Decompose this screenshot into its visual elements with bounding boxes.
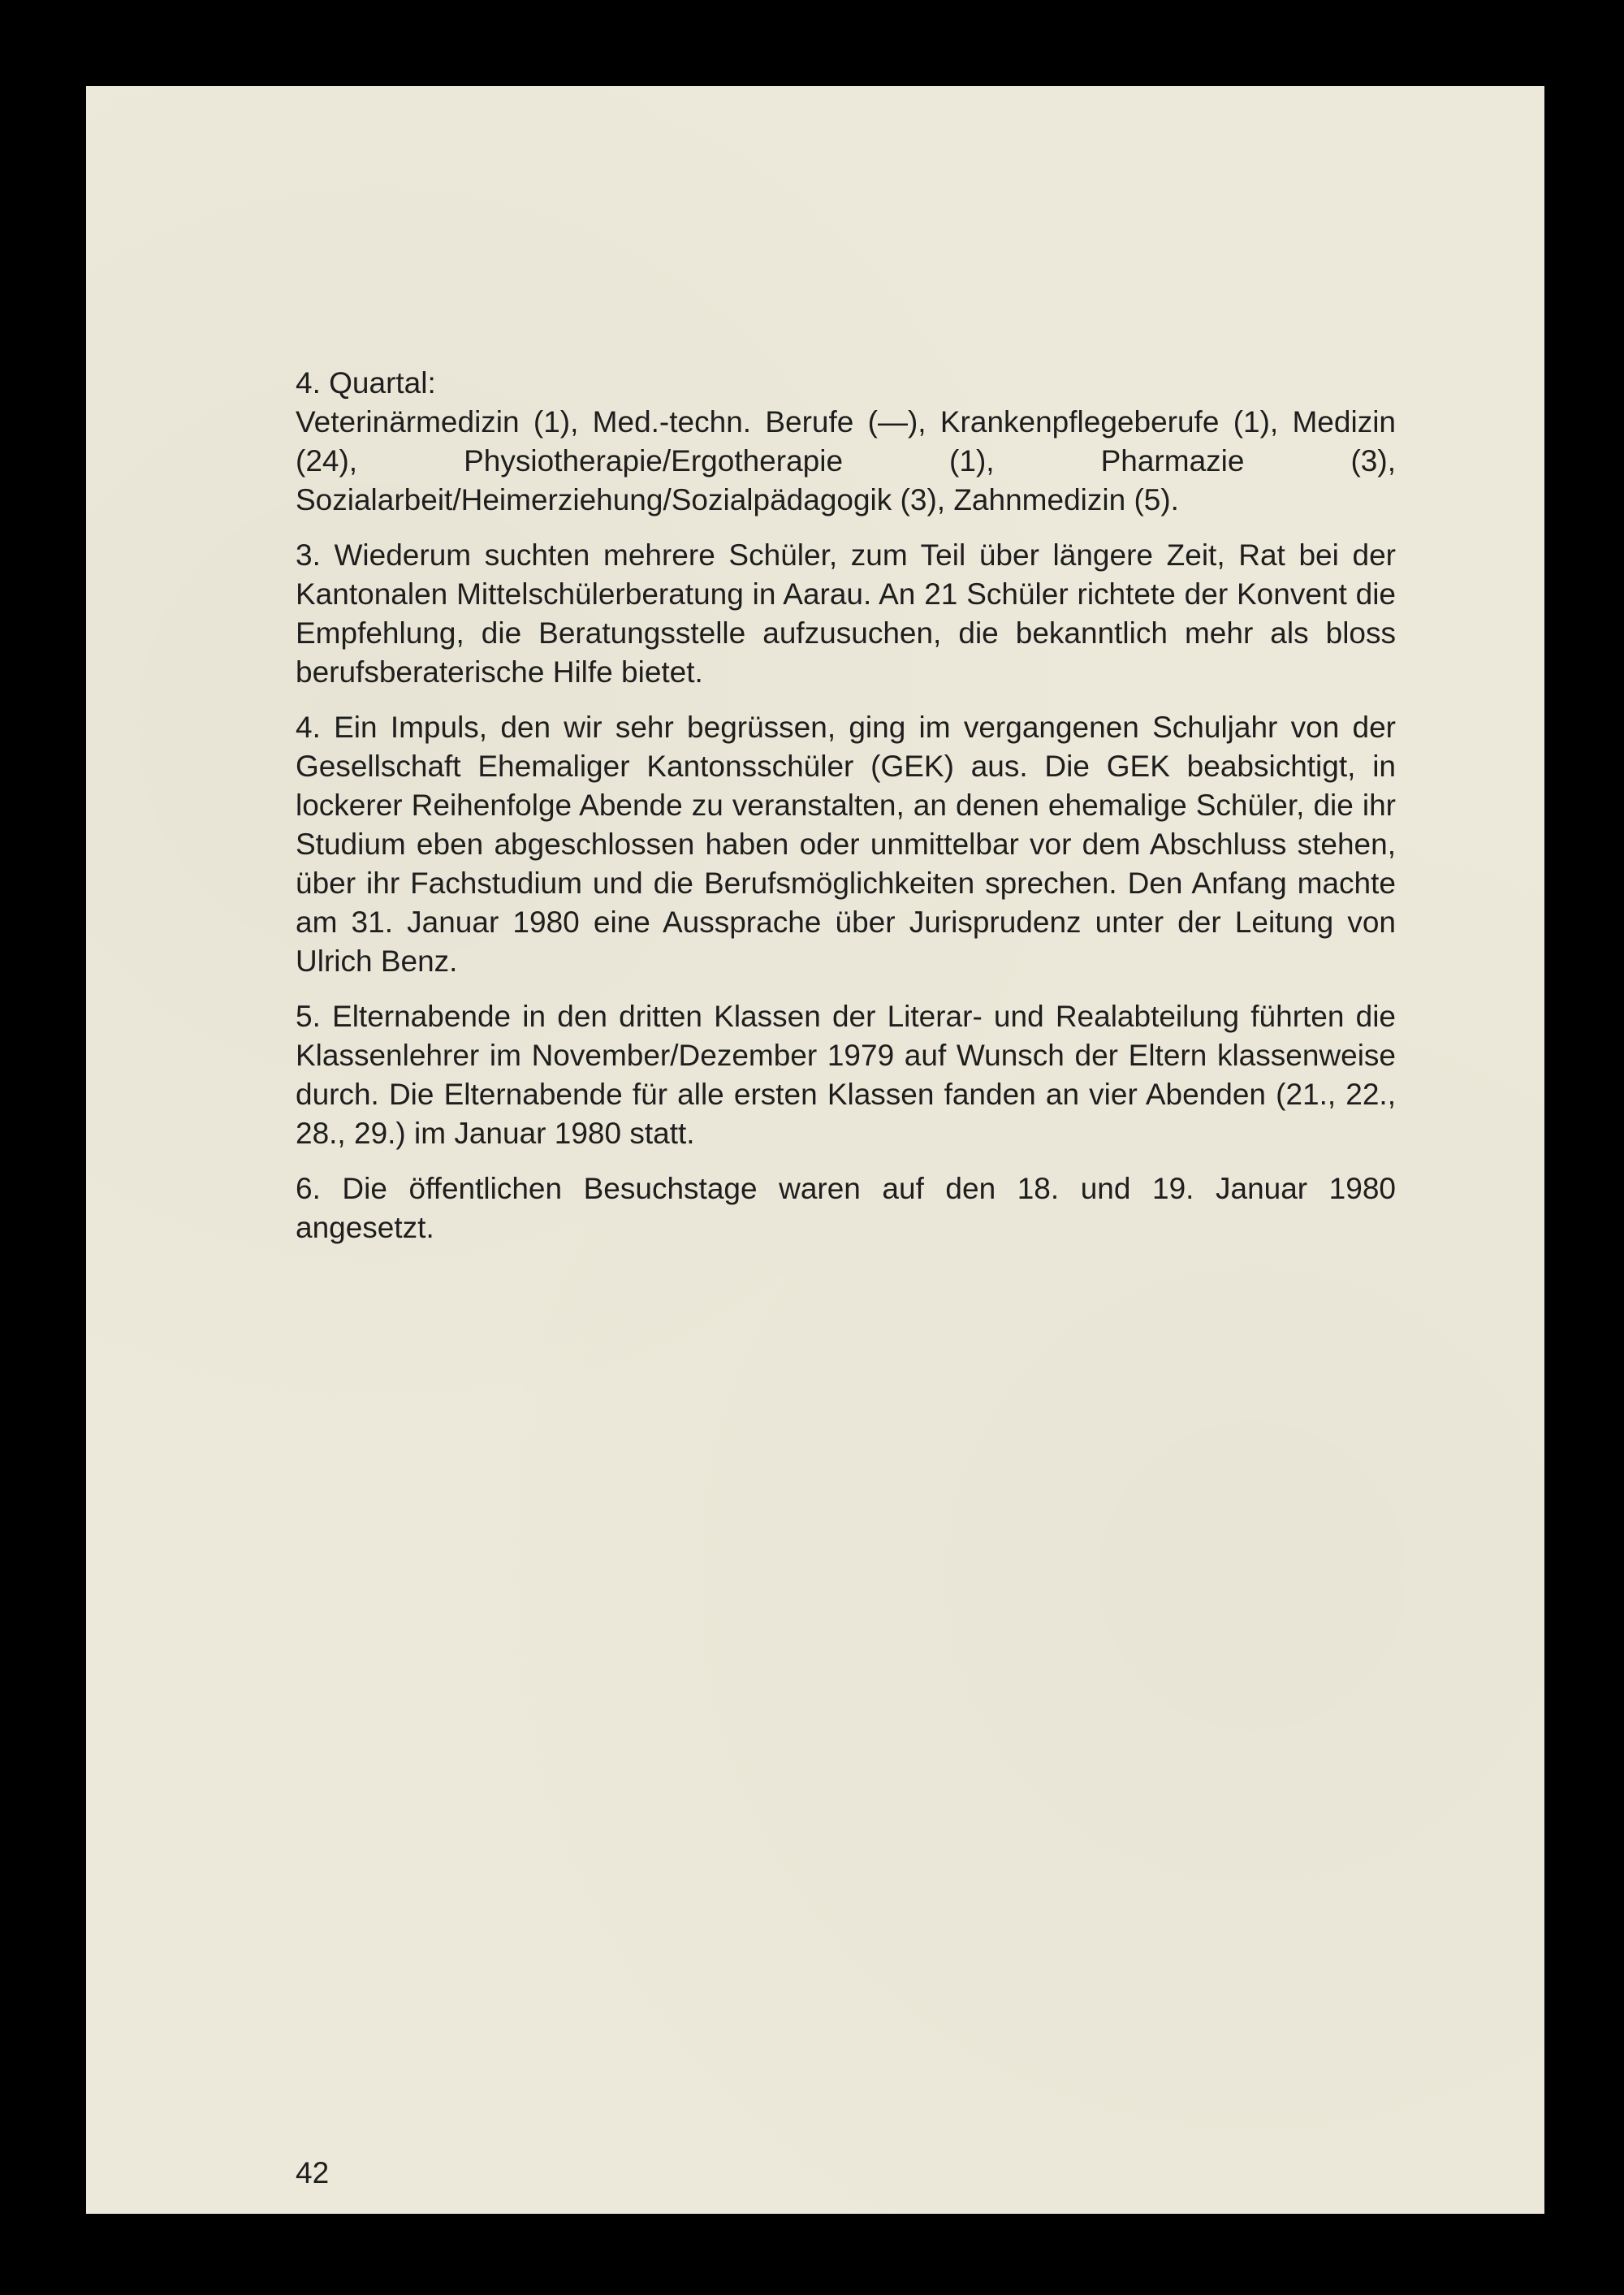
paragraph-4: 4. Ein Impuls, den wir sehr begrüssen, ging im vergangenen Schuljahr von der Gesellschaft Ehemaliger Kantonsschüler (GEK) aus. Die GEK beabsichtigt, in lockerer Reihenfolge Abende zu veranstalten, an denen ehemalige Schüler, die ihr Studium eben abgeschlossen haben oder unmittelbar vor dem Abschluss stehen, über ihr Fachstudium und die Berufsmöglichkeiten sprechen. Den Anfang machte am 31. Januar 1980 eine Aussprache über Jurisprudenz unter der Leitung von Ulrich Benz. bbox=[296, 711, 1396, 978]
document-page bbox=[86, 86, 1544, 2214]
quarter-section bbox=[296, 364, 1396, 520]
paragraph-6: 6. Die öffentlichen Besuchstage waren auf den 18. und 19. Januar 1980 angesetzt. bbox=[296, 1172, 1396, 1244]
page-number: 42 bbox=[296, 2156, 330, 2189]
quarter-heading: 4. Quartal: bbox=[296, 366, 436, 400]
quarter-text: Veterinärmedizin (1), Med.-techn. Berufe (—), Krankenpflegeberufe (1), Medizin (24), Physiotherapie/Ergotherapie (1), Pharmazie (3), Sozialarbeit/Heimerziehung/Sozialpädagogik (3), Zahnmedizin (5). bbox=[296, 405, 1396, 516]
paragraph-3: 3. Wiederum suchten mehrere Schüler, zum Teil über längere Zeit, Rat bei der Kantonalen Mittelschülerberatung in Aarau. An 21 Schüler richtete der Konvent die Empfehlung, die Beratungsstelle aufzusuchen, die bekanntlich mehr als bloss berufsberaterische Hilfe bietet. bbox=[296, 538, 1396, 689]
body-text bbox=[296, 364, 1396, 1264]
paragraph-5: 5. Elternabende in den dritten Klassen der Literar- und Realabteilung führten die Klassenlehrer im November/Dezember 1979 auf Wunsch der Eltern klassenweise durch. Die Elternabende für alle ersten Klassen fanden an vier Abenden (21., 22., 28., 29.) im Januar 1980 statt. bbox=[296, 1000, 1396, 1150]
